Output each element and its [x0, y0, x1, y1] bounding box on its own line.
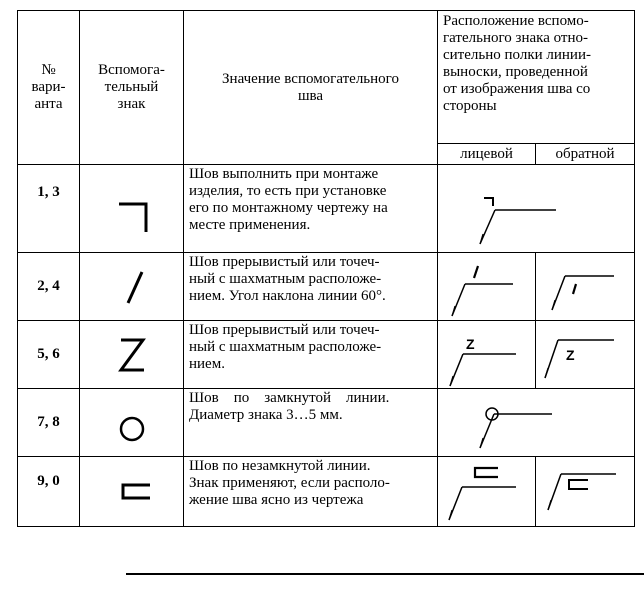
- position-back-bracket-icon: [536, 457, 635, 527]
- bottom-divider: [126, 573, 644, 575]
- variant-number: 5, 6: [18, 321, 80, 389]
- sign-meaning: Шов по незамкнутой линии. Знак применяют, если располо- жение шва ясно из чертежа: [184, 457, 438, 527]
- z-label: Z: [566, 346, 575, 363]
- position-both-sides-corner-icon: [438, 165, 635, 253]
- z-label: Z: [466, 335, 475, 352]
- header-variant-number: № вари- анта: [18, 11, 80, 165]
- header-auxiliary-sign: Вспомога- тельный знак: [80, 11, 184, 165]
- slash-sign-icon: [80, 253, 184, 321]
- position-front-slash-icon: [438, 253, 536, 321]
- variant-number: 1, 3: [18, 165, 80, 253]
- header-back-side: обратной: [536, 144, 635, 165]
- table-row: [18, 253, 635, 321]
- table-row: [18, 321, 635, 389]
- header-sign-meaning: Значение вспомогательного шва: [184, 11, 438, 165]
- position-back-z-icon: [536, 321, 635, 389]
- table-row: [18, 457, 635, 527]
- variant-number: 7, 8: [18, 389, 80, 457]
- bracket-sign-icon: [80, 457, 184, 527]
- sign-meaning: Шов прерывистый или точеч- ный с шахматным расположе- нием. Угол наклона линии 60°.: [184, 253, 438, 321]
- variant-number: 9, 0: [18, 457, 80, 527]
- header-front-side: лицевой: [438, 144, 536, 165]
- sign-meaning: Шов выполнить при монтаже изделия, то есть при установке его по монтажному чертежу на месте применения.: [184, 165, 438, 253]
- corner-sign-icon: [80, 165, 184, 253]
- header-sign-position: Расположение вспомо- гательного знака отно- сительно полки линии- выноски, проведенной от изображения шва со стороны: [438, 11, 635, 144]
- position-both-sides-circle-icon: [438, 389, 635, 457]
- table-row: [18, 389, 635, 457]
- table-row: [18, 165, 635, 253]
- weld-symbols-table: [17, 10, 635, 527]
- sign-meaning: Шов прерывистый или точеч- ный с шахматным расположе- нием.: [184, 321, 438, 389]
- position-front-z-icon: [438, 321, 536, 389]
- position-front-bracket-icon: [438, 457, 536, 527]
- sign-meaning: Шов по замкнутой линии. Диаметр знака 3…5 мм.: [184, 389, 438, 457]
- position-back-slash-icon: [536, 253, 635, 321]
- circle-sign-icon: [80, 389, 184, 457]
- z-sign-icon: [80, 321, 184, 389]
- variant-number: 2, 4: [18, 253, 80, 321]
